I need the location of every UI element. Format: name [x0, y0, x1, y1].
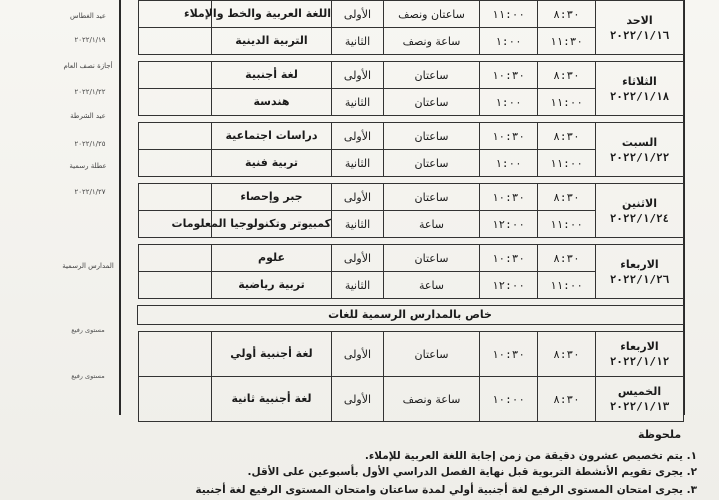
duration: ساعتان	[384, 184, 480, 211]
day-date: ٢٠٢٢/١/١٦	[609, 28, 670, 42]
row-spacer	[139, 272, 212, 299]
side-note-label: عيد الشرطة	[70, 112, 106, 120]
side-note-label: عيد الغطاس	[69, 12, 107, 20]
period: الأولى	[332, 332, 384, 377]
subject: دراسات اجتماعية	[212, 123, 332, 150]
side-note-date: ٢٠٢٢/١/١٩	[74, 36, 106, 44]
subject: تربية فنية	[212, 150, 332, 177]
gap-cell	[139, 116, 684, 123]
start-time: ١١:٠٠	[538, 150, 596, 177]
subject: لغة أجنبية ثانية	[212, 377, 332, 422]
start-time: ٨:٣٠	[538, 332, 596, 377]
notes-title: ملحوظة	[638, 428, 682, 441]
row-spacer	[139, 89, 212, 116]
end-time: ١٠:٠٠	[480, 377, 538, 422]
subject: لغة أجنبية أولي	[212, 332, 332, 377]
end-time: ١٠:٣٠	[480, 245, 538, 272]
period: الثانية	[332, 272, 384, 299]
side-note-date: ٢٠٢٢/١/٢٥	[74, 140, 106, 148]
subject: لغة أجنبية	[212, 62, 332, 89]
day-date: ٢٠٢٢/١/١٣	[609, 400, 670, 413]
end-time: ١٠:٣٠	[480, 62, 538, 89]
table-row	[139, 1, 684, 28]
duration: ساعتان ونصف	[384, 1, 480, 28]
banner-row	[139, 305, 684, 325]
day-cell	[596, 62, 684, 116]
gap-cell	[139, 177, 684, 184]
start-time: ١١:٠٠	[538, 211, 596, 238]
period: الثانية	[332, 150, 384, 177]
end-time: ١٠:٣٠	[480, 123, 538, 150]
start-time: ٨:٣٠	[538, 62, 596, 89]
duration: ساعتان	[384, 332, 480, 377]
subject: التربية الدينية	[212, 28, 332, 55]
period: الأولى	[332, 184, 384, 211]
day-cell	[596, 377, 684, 422]
duration: ساعتان	[384, 150, 480, 177]
side-note-label: المدارس الرسمية	[62, 262, 114, 270]
duration: ساعتان	[384, 89, 480, 116]
start-time: ١١:٠٠	[538, 89, 596, 116]
day-cell	[596, 123, 684, 177]
table-row	[139, 332, 684, 377]
side-note-label: أجازة نصف العام	[63, 62, 113, 70]
subject: علوم	[212, 245, 332, 272]
end-time: ١:٠٠	[480, 89, 538, 116]
start-time: ١١:٠٠	[538, 272, 596, 299]
day-name: الخميس	[617, 385, 662, 398]
level-label: مستوى رفيع	[71, 326, 105, 334]
subject: اللغة العربية والخط والإملاء	[212, 1, 332, 28]
banner-cell	[139, 305, 684, 325]
day-date: ٢٠٢٢/١/٢٤	[609, 211, 670, 225]
row-spacer	[139, 150, 212, 177]
subject: كمبيوتر وتكنولوجيا المعلومات	[212, 211, 332, 238]
row-gap	[139, 238, 684, 245]
note-number: ٣.	[686, 484, 697, 496]
table-row	[139, 184, 684, 211]
day-date: ٢٠٢٢/١/٢٦	[609, 272, 670, 286]
end-time: ١٢:٠٠	[480, 211, 538, 238]
period: الثانية	[332, 28, 384, 55]
day-name: الاربعاء	[620, 257, 659, 271]
day-name: الثلاثاء	[622, 74, 657, 88]
row-spacer	[139, 28, 212, 55]
period: الأولى	[332, 377, 384, 422]
start-time: ٨:٣٠	[538, 1, 596, 28]
row-spacer	[139, 245, 212, 272]
day-name: الاربعاء	[620, 340, 659, 353]
side-notes	[0, 0, 118, 290]
row-spacer	[139, 123, 212, 150]
side-note-label: عطلة رسمية	[69, 162, 107, 170]
subject: هندسة	[212, 89, 332, 116]
side-note-date: ٢٠٢٢/١/٢٧	[74, 188, 106, 196]
row-spacer	[139, 377, 212, 422]
row-gap	[139, 116, 684, 123]
day-name: الاحد	[626, 13, 653, 27]
duration: ساعة ونصف	[384, 28, 480, 55]
period: الثانية	[332, 89, 384, 116]
end-time: ١٢:٠٠	[480, 272, 538, 299]
period: الأولى	[332, 245, 384, 272]
duration: ساعتان	[384, 123, 480, 150]
row-spacer	[139, 184, 212, 211]
note-item	[365, 450, 697, 462]
row-gap	[139, 177, 684, 184]
note-text: يتم تخصيص عشرون دقيقة من زمن إجابة اللغة العربية للإملاء.	[364, 450, 683, 462]
duration: ساعة	[384, 272, 480, 299]
start-time: ٨:٣٠	[538, 123, 596, 150]
level-label: مستوى رفيع	[71, 372, 105, 380]
period: الأولى	[332, 1, 384, 28]
note-item	[247, 466, 697, 478]
day-cell	[596, 184, 684, 238]
duration: ساعتان	[384, 245, 480, 272]
end-time: ١١:٠٠	[480, 1, 538, 28]
note-number: ١.	[686, 450, 697, 462]
gap-cell	[139, 238, 684, 245]
day-cell	[596, 332, 684, 377]
day-cell	[596, 1, 684, 55]
side-note-date: ٢٠٢٢/١/٢٢	[74, 88, 106, 96]
row-spacer	[139, 62, 212, 89]
row-spacer	[139, 332, 212, 377]
note-text: يجرى تقويم الأنشطة التربوية قبل نهاية الفصل الدراسي الأول بأسبوعين على الأقل.	[247, 466, 683, 478]
day-date: ٢٠٢٢/١/١٢	[609, 355, 670, 368]
start-time: ٨:٣٠	[538, 184, 596, 211]
end-time: ١٠:٣٠	[480, 184, 538, 211]
end-time: ١٠:٣٠	[480, 332, 538, 377]
table-row	[139, 123, 684, 150]
banner-text: خاص بالمدارس الرسمية للغات	[137, 305, 684, 325]
subject: تربية رياضية	[212, 272, 332, 299]
day-name: الاثنين	[622, 196, 657, 210]
gap-cell	[139, 55, 684, 62]
table-row	[139, 62, 684, 89]
schedule-table	[138, 0, 684, 422]
duration: ساعة	[384, 211, 480, 238]
day-name: السبت	[621, 135, 658, 149]
note-item	[195, 484, 697, 496]
duration: ساعتان	[384, 62, 480, 89]
row-gap	[139, 55, 684, 62]
period: الثانية	[332, 211, 384, 238]
table-row	[139, 377, 684, 422]
subject: جبر وإحصاء	[212, 184, 332, 211]
period: الأولى	[332, 123, 384, 150]
end-time: ١:٠٠	[480, 28, 538, 55]
day-cell	[596, 245, 684, 299]
period: الأولى	[332, 62, 384, 89]
note-text: يجرى امتحان المستوى الرفيع لغة أجنبية أولي لمدة ساعتان وامتحان المستوى الرفيع لغة أجنبية	[195, 484, 683, 496]
day-date: ٢٠٢٢/١/٢٢	[609, 150, 670, 164]
start-time: ٨:٣٠	[538, 377, 596, 422]
duration: ساعة ونصف	[384, 377, 480, 422]
day-date: ٢٠٢٢/١/١٨	[609, 89, 670, 103]
start-time: ١١:٣٠	[538, 28, 596, 55]
start-time: ٨:٣٠	[538, 245, 596, 272]
end-time: ١:٠٠	[480, 150, 538, 177]
table-row	[139, 245, 684, 272]
note-number: ٢.	[686, 466, 697, 478]
